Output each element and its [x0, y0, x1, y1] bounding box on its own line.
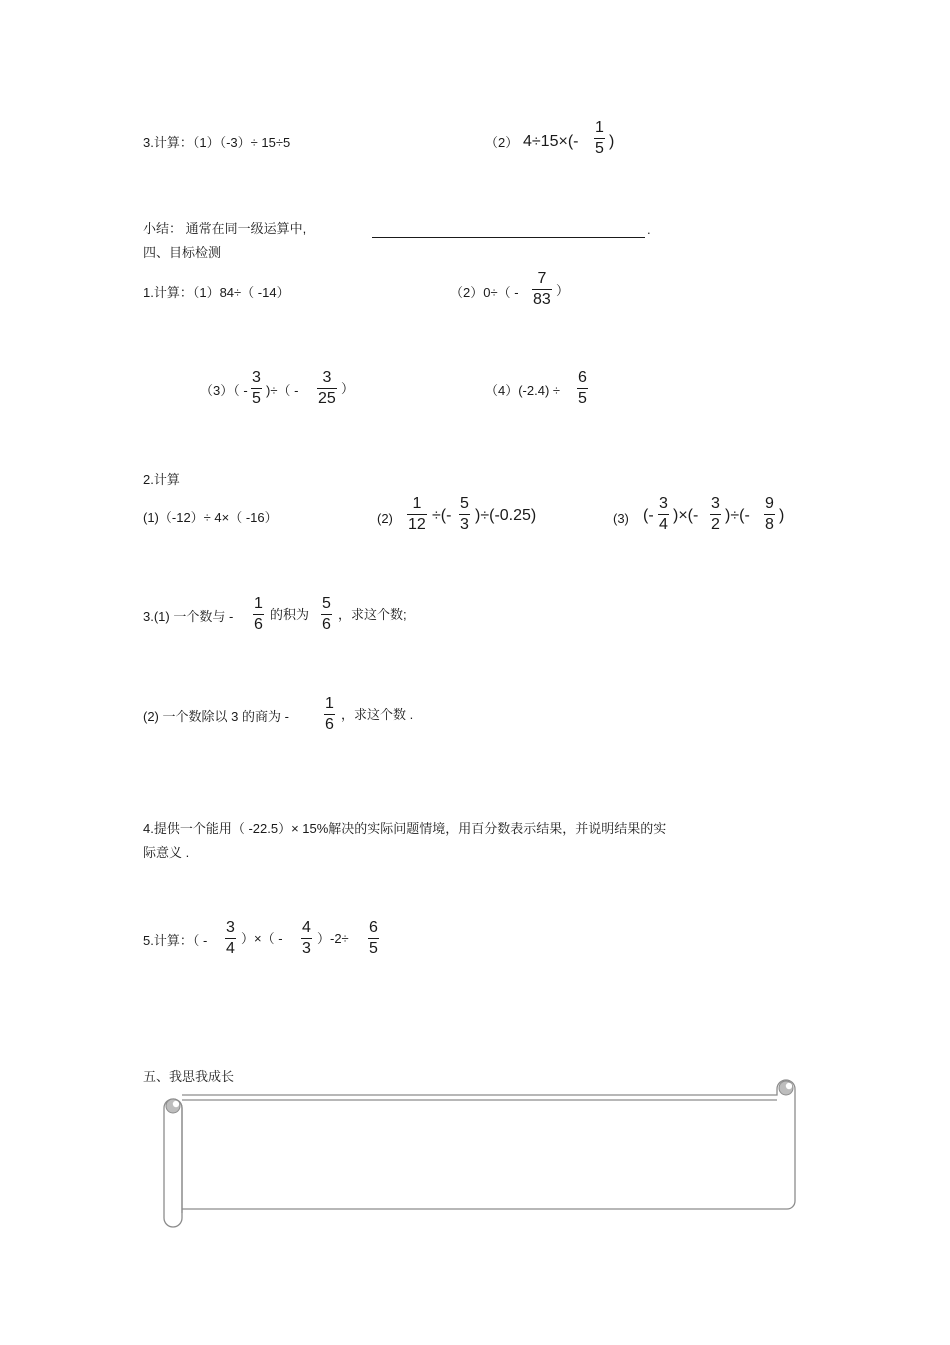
s4q2-part2-fraction2 [459, 495, 470, 534]
fraction-numerator: 6 [578, 369, 587, 386]
s4q5-fraction2 [301, 919, 312, 958]
s4q4-line2: 际意义 . [143, 845, 190, 860]
fraction-numerator: 3 [252, 369, 261, 386]
fraction-denominator: 3 [302, 940, 311, 957]
fraction-numerator: 4 [302, 919, 311, 936]
q3-part2-label: （2） [485, 135, 519, 150]
fraction-denominator: 4 [226, 940, 235, 957]
fraction-numerator: 3 [226, 919, 235, 936]
fraction-numerator: 5 [460, 495, 469, 512]
s4q5-fraction3 [368, 919, 379, 958]
s4q2-part3-fraction1 [658, 495, 669, 534]
fraction-numerator: 3 [659, 495, 668, 512]
s4q3-part1-a: 3.(1) 一个数与 - [143, 609, 234, 624]
fraction-numerator: 9 [765, 495, 774, 512]
fraction-denominator: 3 [460, 516, 469, 533]
fraction-denominator: 12 [408, 516, 426, 533]
fraction-denominator: 5 [578, 390, 587, 407]
section4-title: 四、目标检测 [143, 245, 222, 260]
q3-part1: 3.计算：（1）（-3）÷ 15÷5 [143, 135, 291, 150]
s4q1-part3-fraction2 [317, 369, 337, 408]
s4q2-part3-mid2: )÷(- [725, 507, 750, 524]
fraction-denominator: 8 [765, 516, 774, 533]
s4q1-part4-a: （4）(-2.4) ÷ [485, 383, 561, 398]
s4q1-part2-a: （2）0÷（ - [450, 285, 519, 300]
section5-title: 五、我思我成长 [143, 1069, 235, 1084]
s4q2-part1: (1)（-12）÷ 4×（ -16） [143, 510, 278, 525]
q3-part2-fraction [594, 119, 605, 158]
fraction-denominator: 6 [322, 616, 331, 633]
s4q2-part3-fraction2 [710, 495, 721, 534]
fraction-denominator: 5 [252, 390, 261, 407]
fraction-numerator: 1 [325, 695, 334, 712]
fraction-denominator: 25 [318, 390, 336, 407]
s4q1-part2-fraction [532, 270, 552, 309]
s4q2-part3-b: ) [779, 507, 785, 524]
s4q2-part2-b: )÷(-0.25) [475, 507, 537, 524]
fraction-denominator: 2 [711, 516, 720, 533]
s4q5-fraction1 [225, 919, 236, 958]
fraction-numerator: 6 [369, 919, 378, 936]
fraction-numerator: 1 [595, 119, 604, 136]
s4q1-part4-fraction [577, 369, 588, 408]
fraction-denominator: 4 [659, 516, 668, 533]
s4q1-part3-mid: )÷（ - [266, 383, 299, 398]
s4q2-part3-mid1: )×(- [673, 507, 699, 524]
s4q5-a: 5.计算：（ - [143, 933, 208, 948]
s4q1-part2-b: ） [556, 283, 570, 298]
q3-part2-expr-b: ) [609, 133, 615, 150]
s4q3-part2-fraction [324, 695, 335, 734]
summary-end: . [647, 222, 651, 237]
fraction-numerator: 1 [412, 495, 422, 512]
q3-part2-expr-a: 4÷15×(- [523, 133, 579, 150]
fraction-numerator: 7 [537, 270, 547, 287]
s4q2-part2-mid: ÷(- [432, 507, 452, 524]
fraction-denominator: 83 [533, 291, 551, 308]
s4q1-part3-fraction1 [251, 369, 262, 408]
fraction-denominator: 5 [595, 140, 604, 157]
fraction-numerator: 3 [322, 369, 332, 386]
s4q3-part2-a: (2) 一个数除以 3 的商为 - [143, 709, 289, 724]
fraction-numerator: 1 [254, 595, 263, 612]
s4q1-part1: 1.计算：（1）84÷（ -14） [143, 285, 290, 300]
s4q1-part3-a: （3）（ - [200, 383, 248, 398]
s4q3-part1-mid: 的积为 [270, 607, 310, 622]
s4q4-line1: 4.提供一个能用（ -22.5）× 15%解决的实际问题情境，用百分数表示结果，并说明结果的实 [143, 821, 667, 836]
s4q1-part3-b: ） [341, 381, 355, 396]
s4q2-title: 2.计算 [143, 472, 180, 487]
summary-label: 小结： 通常在同一级运算中, [143, 221, 307, 236]
s4q2-part3-label: (3) [613, 511, 629, 526]
s4q3-part1-fraction1 [253, 595, 264, 634]
s4q2-part2-label: (2) [377, 511, 393, 526]
fraction-numerator: 5 [322, 595, 331, 612]
s4q3-part1-b: ，求这个数; [338, 607, 407, 622]
s4q3-part2-b: ，求这个数 . [341, 707, 414, 722]
fraction-denominator: 5 [369, 940, 378, 957]
s4q2-part2-fraction1 [407, 495, 427, 534]
reflection-scroll-box[interactable] [160, 1073, 800, 1231]
fraction-denominator: 6 [325, 716, 334, 733]
s4q3-part1-fraction2 [321, 595, 332, 634]
s4q5-mid1: ）×（ - [241, 931, 283, 946]
s4q2-part3-fraction3 [764, 495, 775, 534]
s4q5-mid2: ）-2÷ [317, 931, 349, 946]
fraction-numerator: 3 [711, 495, 720, 512]
s4q2-part3-a: (- [643, 507, 654, 524]
fraction-denominator: 6 [254, 616, 263, 633]
summary-blank-line [372, 237, 645, 238]
